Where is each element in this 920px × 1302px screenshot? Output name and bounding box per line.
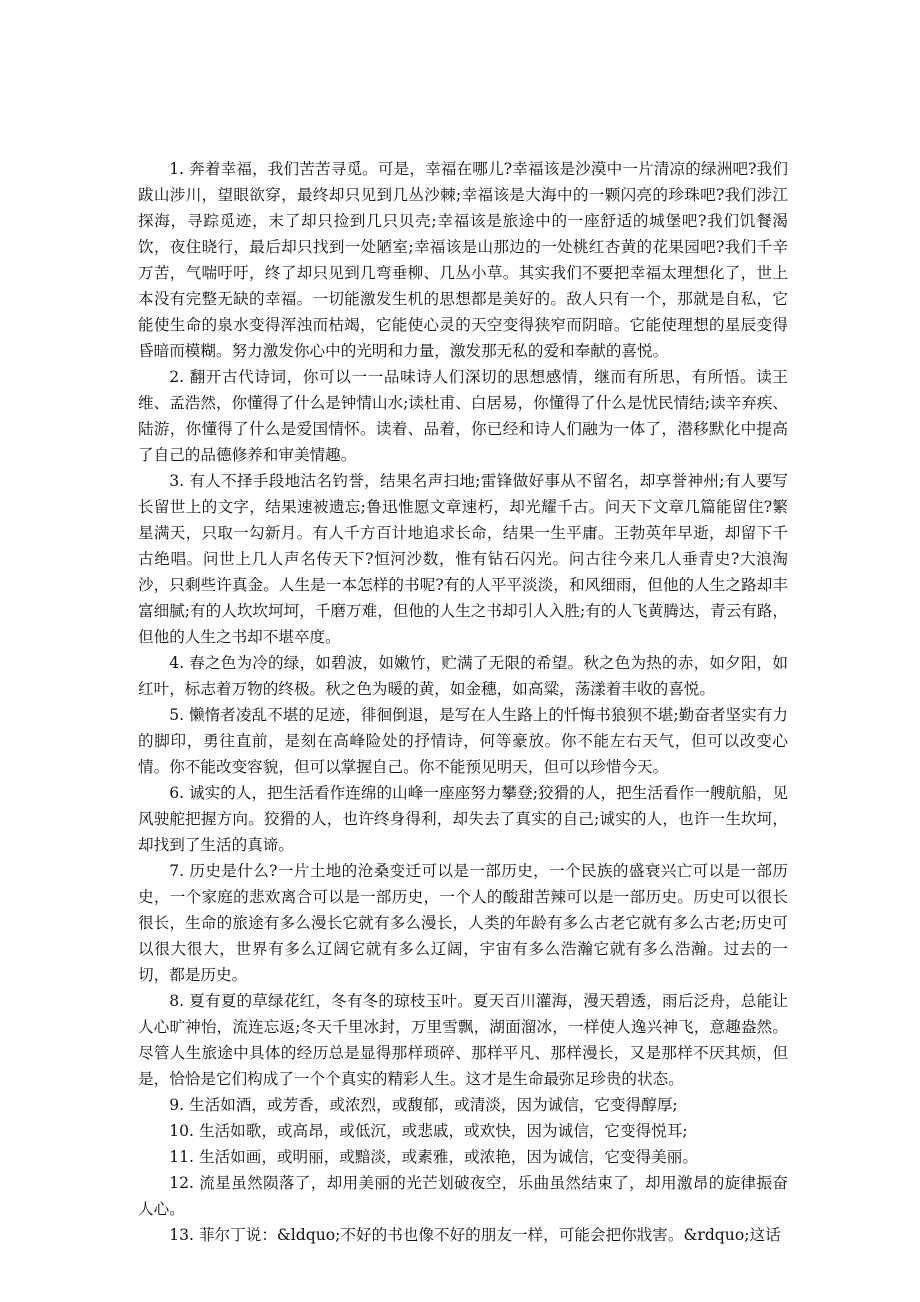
paragraph-11: 11. 生活如画，或明丽，或黯淡，或素雅，或浓艳，因为诚信，它变得美丽。 — [169, 1148, 698, 1166]
paragraph-5: 5. 懒惰者凌乱不堪的足迹，徘徊倒退，是写在人生路上的忏悔书狼狈不堪;勤奋者坚实有力的脚印，勇往直前，是刻在高峰险处的抒情诗，何等豪放。你不能左右天气，但可以改变心情。你不能改变容貌，但可以掌握自己。你不能预见明天，但可以珍惜今天。 — [138, 706, 788, 776]
paragraph-3: 3. 有人不择手段地沽名钓誉，结果名声扫地;雷锋做好事从不留名，却享誉神州;有人要写长留世上的文字，结果速被遗忘;鲁迅惟愿文章速朽，却光耀千古。问天下文章几篇能留住?繁星满天，只取一勾新月。有人千方百计地追求长命，结果一生平庸。王勃英年早逝，却留下千古绝唱。问世上几人声名传天下?恒河沙数，惟有钻石闪光。问古往今来几人垂青史?大浪淘沙，只剩些许真金。人生是一本怎样的书呢?有的人平平淡淡，和风细雨，但他的人生之路却丰富细腻;有的人坎坎坷坷，千磨万难，但他的人生之书却引人入胜;有的人飞黄腾达，青云有路，但他的人生之书却不堪卒度。 — [138, 472, 788, 646]
paragraph-10: 10. 生活如歌，或高昂，或低沉，或悲戚，或欢快，因为诚信，它变得悦耳; — [169, 1122, 688, 1140]
document-body — [138, 156, 788, 1248]
paragraph-9: 9. 生活如酒，或芳香，或浓烈，或馥郁，或清淡，因为诚信，它变得醇厚; — [169, 1096, 678, 1114]
paragraph-8: 8. 夏有夏的草绿花红，冬有冬的琼枝玉叶。夏天百川灌海，漫天碧透，雨后泛舟，总能让人心旷神怡，流连忘返;冬天千里冰封，万里雪飘，湖面溜冰，一样使人逸兴神飞，意趣盎然。尽管人生旅途中具体的经历总是显得那样琐碎、那样平凡、那样漫长，又是那样不厌其烦，但是，恰恰是它们构成了一个个真实的精彩人生。这才是生命最弥足珍贵的状态。 — [138, 992, 788, 1088]
paragraph-6: 6. 诚实的人，把生活看作连绵的山峰一座座努力攀登;狡猾的人，把生活看作一艘航船，见风驶舵把握方向。狡猾的人，也许终身得利，却失去了真实的自己;诚实的人，也许一生坎坷，却找到了生活的真谛。 — [138, 784, 788, 854]
paragraph-1: 1. 奔着幸福，我们苦苦寻觅。可是，幸福在哪儿?幸福该是沙漠中一片清凉的绿洲吧?我们跋山涉川，望眼欲穿，最终却只见到几丛沙棘;幸福该是大海中的一颗闪亮的珍珠吧?我们涉江探海，寻踪觅迹，末了却只捡到几只贝壳;幸福该是旅途中的一座舒适的城堡吧?我们饥餐渴饮，夜住晓行，最后却只找到一处陋室;幸福该是山那边的一处桃红杏黄的花果园吧?我们千辛万苦，气喘吁吁，终了却只见到几弯垂柳、几丛小草。其实我们不要把幸福太理想化了，世上本没有完整无缺的幸福。一切能激发生机的思想都是美好的。敌人只有一个，那就是自私，它能使生命的泉水变得浑浊而枯竭，它能使心灵的天空变得狭窄而阴暗。它能使理想的星辰变得昏暗而模糊。努力激发你心中的光明和力量，激发那无私的爱和奉献的喜悦。 — [138, 160, 788, 360]
paragraph-12: 12. 流星虽然陨落了，却用美丽的光芒划破夜空，乐曲虽然结束了，却用激昂的旋律振奋人心。 — [138, 1174, 788, 1218]
paragraph-2: 2. 翻开古代诗词，你可以一一品味诗人们深切的思想感情，继而有所思，有所悟。读王维、孟浩然，你懂得了什么是钟情山水;读杜甫、白居易，你懂得了什么是忧民情结;读辛弃疾、陆游，你懂得了什么是爱国情怀。读着、品着，你已经和诗人们融为一体了，潜移默化中提高了自己的品德修养和审美情趣。 — [138, 368, 788, 464]
paragraph-7: 7. 历史是什么?一片土地的沧桑变迁可以是一部历史，一个民族的盛衰兴亡可以是一部历史，一个家庭的悲欢离合可以是一部历史，一个人的酸甜苦辣可以是一部历史。历史可以很长很长，生命的旅途有多么漫长它就有多么漫长，人类的年龄有多么古老它就有多么古老;历史可以很大很大，世界有多么辽阔它就有多么辽阔，宇宙有多么浩瀚它就有多么浩瀚。过去的一切，都是历史。 — [138, 862, 788, 984]
paragraph-13: 13. 菲尔丁说：&ldquo;不好的书也像不好的朋友一样，可能会把你戕害。&rdquo;这话 — [169, 1226, 781, 1244]
paragraph-4: 4. 春之色为冷的绿，如碧波，如嫩竹，贮满了无限的希望。秋之色为热的赤，如夕阳，如红叶，标志着万物的终极。秋之色为暖的黄，如金穗，如高粱，荡漾着丰收的喜悦。 — [138, 654, 788, 698]
